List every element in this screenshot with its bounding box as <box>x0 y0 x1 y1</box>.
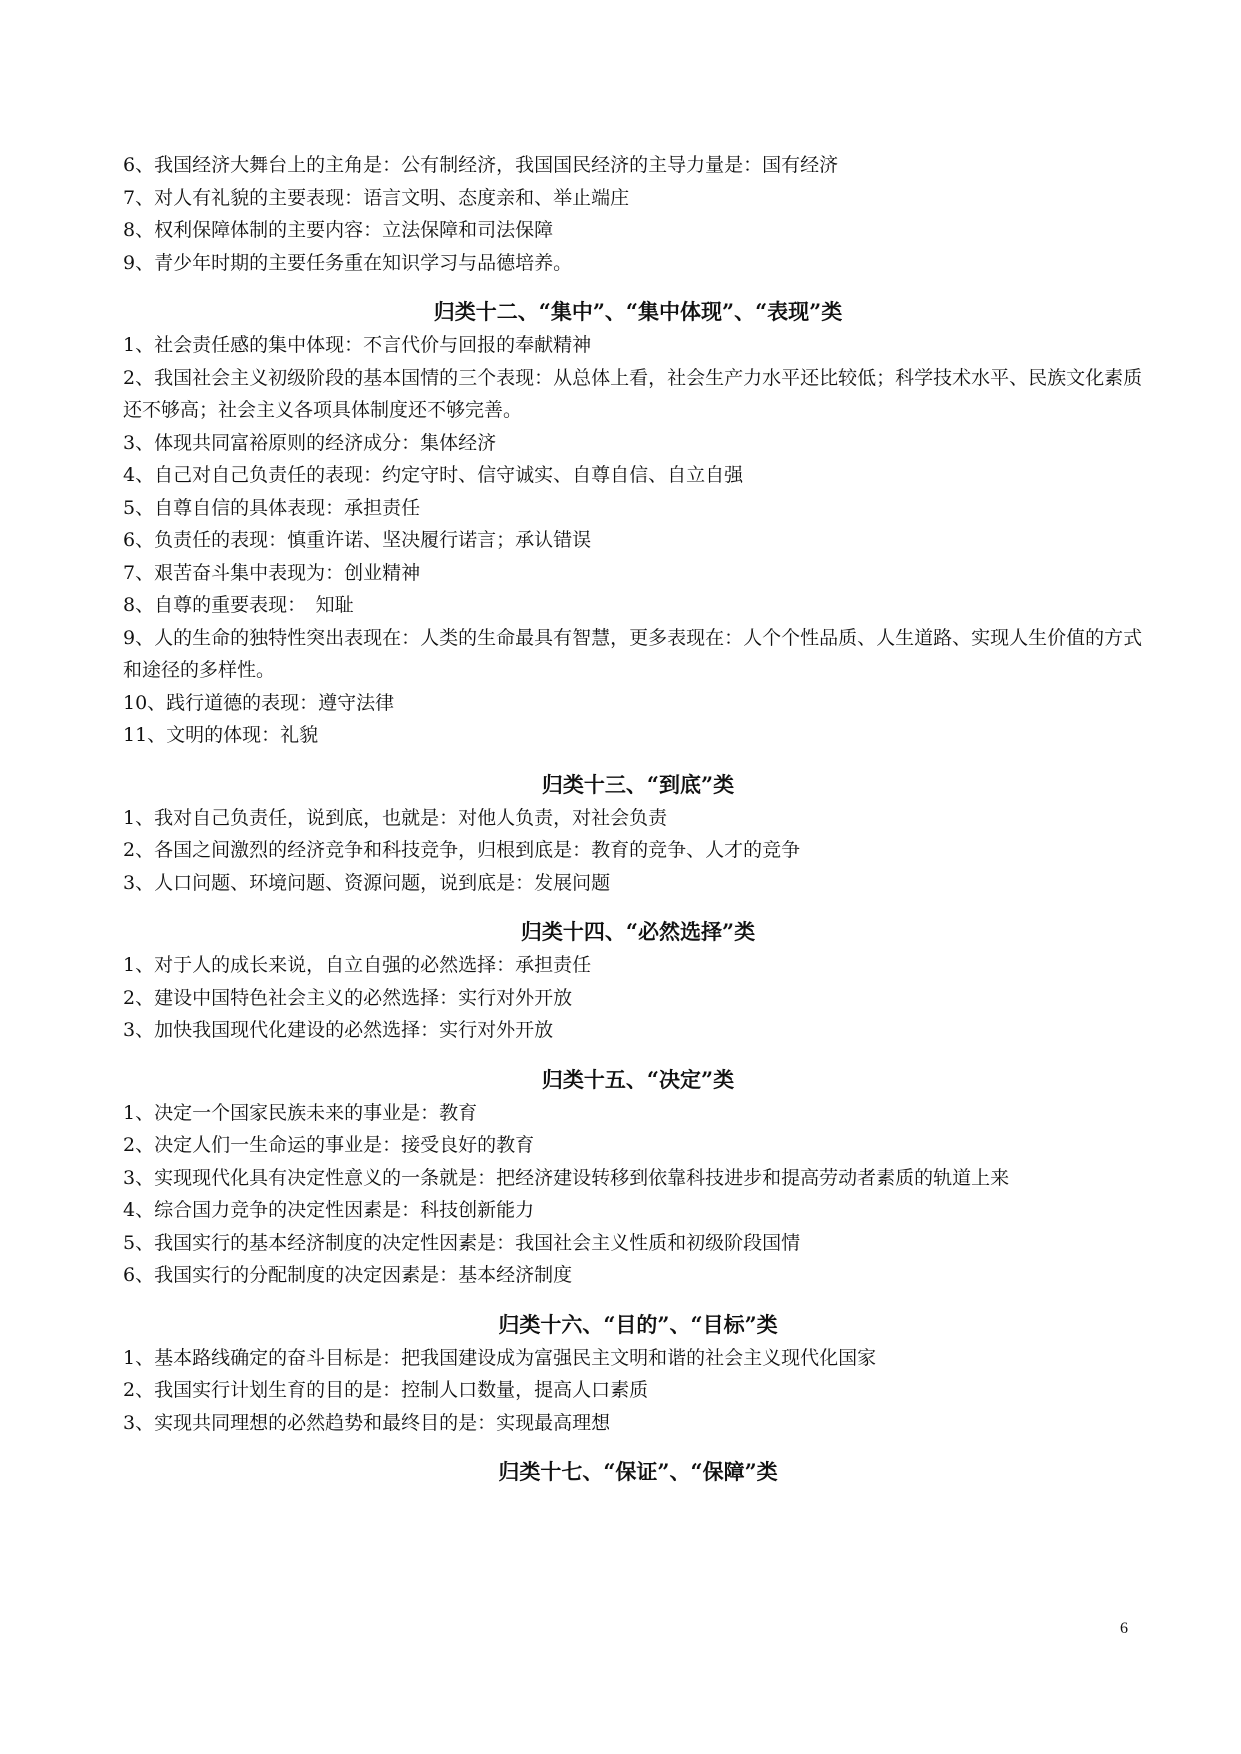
section-heading: 归类十四、“必然选择”类 <box>520 919 756 944</box>
section-13 <box>123 768 1153 900</box>
list-item: 6、我国实行的分配制度的决定因素是：基本经济制度 <box>123 1264 573 1286</box>
section-17 <box>123 1455 1153 1489</box>
list-item: 3、加快我国现代化建设的必然选择：实行对外开放 <box>123 1019 554 1041</box>
list-item: 2、决定人们一生命运的事业是：接受良好的教育 <box>123 1134 535 1156</box>
section-14 <box>123 915 1153 1047</box>
list-item: 4、自己对自己负责任的表现：约定守时、信守诚实、自尊自信、自立自强 <box>123 464 744 486</box>
list-item: 2、建设中国特色社会主义的必然选择：实行对外开放 <box>123 986 573 1009</box>
list-item: 5、我国实行的基本经济制度的决定性因素是：我国社会主义性质和初级阶段国情 <box>123 1231 801 1254</box>
section-heading: 归类十二、“集中”、“集中体现”、“表现”类 <box>433 299 843 324</box>
list-item: 5、自尊自信的具体表现：承担责任 <box>123 496 421 519</box>
section-12 <box>123 295 1153 752</box>
list-item: 1、基本路线确定的奋斗目标是：把我国建设成为富强民主文明和谐的社会主义现代化国家 <box>123 1346 877 1369</box>
page-content <box>123 149 1153 1489</box>
list-item: 3、实现现代化具有决定性意义的一条就是：把经济建设转移到依靠科技进步和提高劳动者素质的轨道上来 <box>123 1166 1010 1189</box>
list-item: 11、文明的体现：礼貌 <box>123 724 319 746</box>
section-heading: 归类十五、“决定”类 <box>541 1066 735 1092</box>
list-item: 1、决定一个国家民族未来的事业是：教育 <box>123 1101 478 1124</box>
list-item: 8、自尊的重要表现： 知耻 <box>123 594 354 616</box>
section-16 <box>123 1308 1153 1440</box>
list-item: 2、我国实行计划生育的目的是：控制人口数量，提高人口素质 <box>123 1379 649 1401</box>
list-item: 2、各国之间激烈的经济竞争和科技竞争，归根到底是：教育的竞争、人才的竞争 <box>123 839 801 861</box>
list-item: 4、综合国力竞争的决定性因素是：科技创新能力 <box>123 1199 535 1221</box>
list-item: 3、实现共同理想的必然趋势和最终目的是：实现最高理想 <box>123 1411 611 1434</box>
list-item: 3、体现共同富裕原则的经济成分：集体经济 <box>123 431 497 454</box>
list-item: 10、践行道德的表现：遵守法律 <box>123 691 395 714</box>
list-item: 1、对于人的成长来说，自立自强的必然选择：承担责任 <box>123 954 592 976</box>
page-number: 6 <box>1120 1620 1128 1637</box>
section-heading: 归类十三、“到底”类 <box>541 771 735 797</box>
list-item: 2、我国社会主义初级阶段的基本国情的三个表现：从总体上看，社会生产力水平还比较低；科学技术水平、民族文化素质还不够高；社会主义各项具体制度还不够完善。 <box>123 366 1143 421</box>
list-item: 7、对人有礼貌的主要表现：语言文明、态度亲和、举止端庄 <box>123 186 630 209</box>
section-heading: 归类十六、“目的”、“目标”类 <box>498 1311 778 1337</box>
list-item: 1、我对自己负责任，说到底，也就是：对他人负责，对社会负责 <box>123 806 668 829</box>
list-item: 1、社会责任感的集中体现：不言代价与回报的奉献精神 <box>123 334 592 356</box>
list-item: 9、青少年时期的主要任务重在知识学习与品德培养。 <box>123 251 573 274</box>
list-item: 6、我国经济大舞台上的主角是：公有制经济，我国国民经济的主导力量是：国有经济 <box>123 154 839 176</box>
section-heading: 归类十七、“保证”、“保障”类 <box>498 1459 778 1484</box>
list-item: 7、艰苦奋斗集中表现为：创业精神 <box>123 561 421 584</box>
list-item: 8、权利保障体制的主要内容：立法保障和司法保障 <box>123 219 554 241</box>
list-item: 3、人口问题、环境问题、资源问题，说到底是：发展问题 <box>123 871 611 894</box>
list-item: 9、人的生命的独特性突出表现在：人类的生命最具有智慧，更多表现在：人个个性品质、人生道路、实现人生价值的方式和途径的多样性。 <box>123 626 1143 681</box>
section-15 <box>123 1063 1153 1292</box>
list-item: 6、负责任的表现：慎重许诺、坚决履行诺言；承认错误 <box>123 529 592 551</box>
pre-items-list <box>123 149 1153 279</box>
